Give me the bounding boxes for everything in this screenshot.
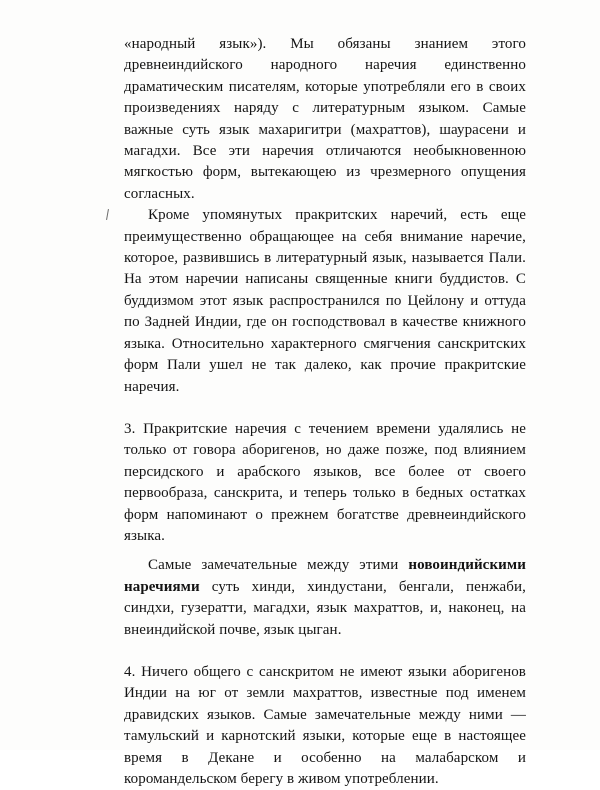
margin-pencil-mark [106, 209, 109, 220]
paragraph-prakrit-dialects: «народный язык»). Мы обязаны знанием этого древнеиндийского народного наречия единственно драматическим писателям, которые употребляли его в своих произведениях наряду с литературным языком. Самые важные суть язык махаригитри (махраттов), шаурасени и магадхи. Все эти наречия отличаются необыкновенною мягкостью форм, вытекающею из чрезмерного опущения согласных. [124, 36, 526, 202]
paragraph-section-3: 3. Пракритские наречия с течением времени удалялись не только от говора аборигенов, но даже позже, под влиянием персидского и арабского языков, все более от своего первообраза, санскрита, и теперь только в бедных остатках форм напоминают о прежнем богатстве древнеиндийского языка. [124, 420, 526, 544]
bold-term-new-indian-dialects: новоиндийскими наречиями [124, 557, 526, 595]
paragraph-new-indian-dialects [124, 555, 526, 641]
paragraph-new-indian-dialects-end: суть хинди, хиндустани, бенгали, пенжаби, синдхи, гузератти, магадхи, язык махраттов, и, наконец, на внеиндийской почве, язык цыган. [124, 578, 526, 638]
paragraph-section-4: 4. Ничего общего с санскритом не имеют языки аборигенов Индии на юг от земли махраттов, известные под именем дравидских языков. Самые замечательные между ними — тамульский и карнотский языки, которые еще в настоящее время в Декане и особенно на малабарском и коромандельском берегу в живом употреблении. [124, 663, 526, 787]
paragraph-pali: Кроме упомянутых пракритских наречий, есть еще преимущественно обращающее на себя внимание наречие, которое, развившись в литературный язык, называется Пали. На этом наречии написаны священные книги буддистов. С буддизмом этот язык распространился по Цейлону и оттуда по Задней Индии, где он господствовал в качестве книжного языка. Относительно характерного смягчения санскритских форм Пали ушел не так далеко, как прочие пракритские наречия. [124, 207, 526, 395]
paragraph-new-indian-dialects-start: Самые замечательные между этими [148, 557, 409, 574]
page-text [124, 34, 526, 790]
